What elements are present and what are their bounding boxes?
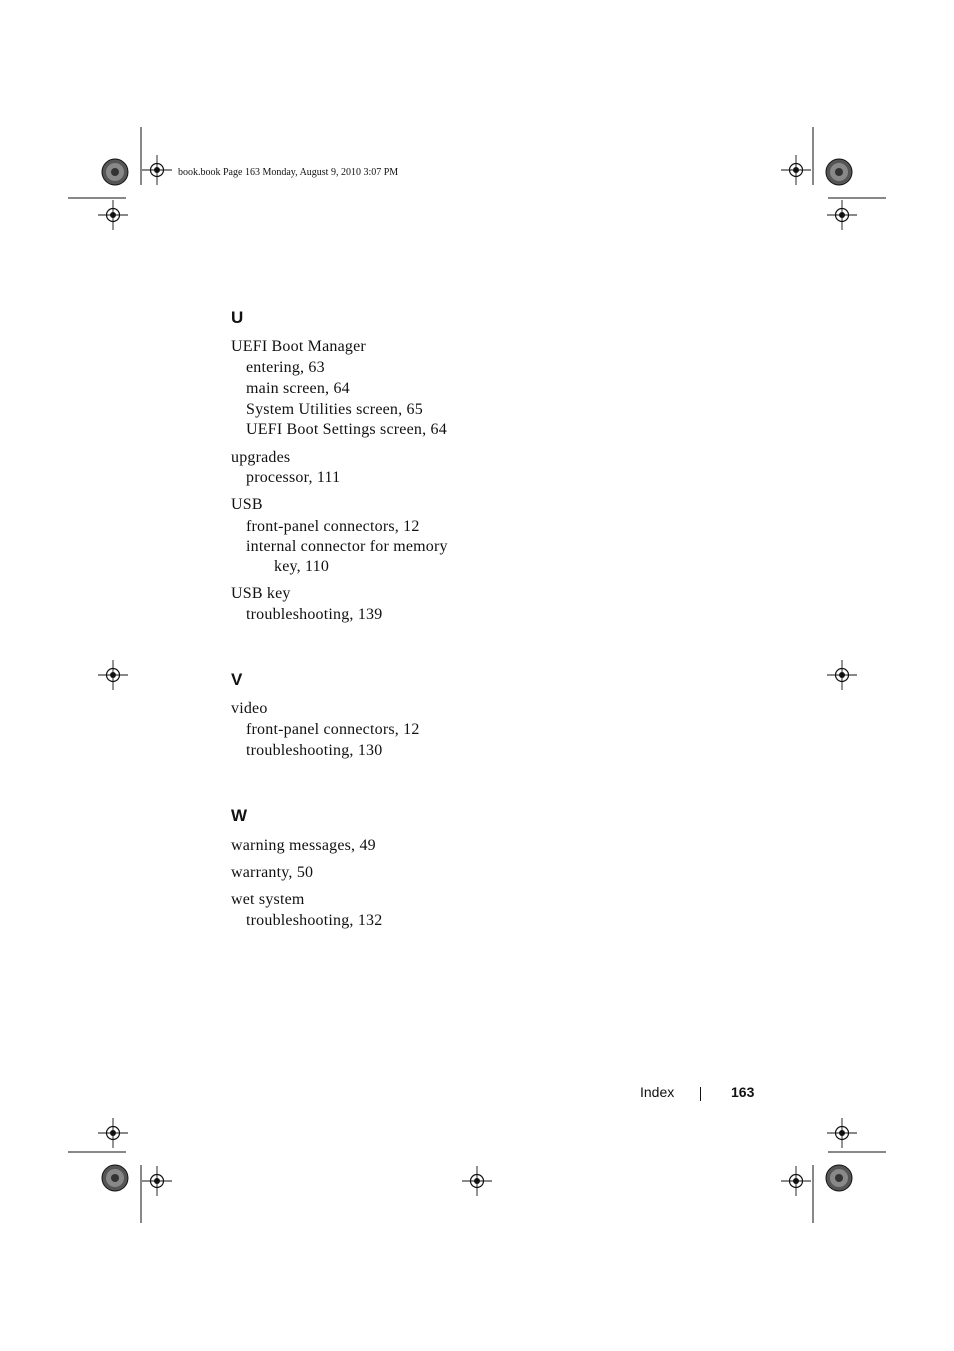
print-slug: book.book Page 163 Monday, August 9, 2010 3:07 PM xyxy=(178,167,399,178)
registration-mark-icon xyxy=(142,1166,172,1196)
index-subterm-continuation: key, 110 xyxy=(274,558,330,575)
registration-mark-icon xyxy=(98,660,128,690)
footer-section-label: Index xyxy=(640,1084,675,1100)
index-subterm: troubleshooting, 130 xyxy=(246,742,383,759)
registration-mark-icon xyxy=(462,1166,492,1196)
registration-mark-icon xyxy=(142,155,172,185)
index-subterm: troubleshooting, 132 xyxy=(246,912,383,929)
starburst-target-icon xyxy=(102,159,128,185)
index-subterm: UEFI Boot Settings screen, 64 xyxy=(246,421,447,438)
section-letter-v: V xyxy=(231,670,243,689)
index-term: USB key xyxy=(231,585,291,602)
index-subterm: front-panel connectors, 12 xyxy=(246,518,420,535)
footer-divider xyxy=(700,1087,701,1101)
index-subterm: internal connector for memory xyxy=(246,538,448,555)
registration-mark-icon xyxy=(827,200,857,230)
starburst-target-icon xyxy=(102,1165,128,1191)
section-letter-w: W xyxy=(231,806,248,825)
registration-mark-icon xyxy=(827,660,857,690)
registration-mark-icon xyxy=(98,1118,128,1148)
index-subterm: main screen, 64 xyxy=(246,380,350,397)
registration-mark-icon xyxy=(781,155,811,185)
index-term: USB xyxy=(231,496,263,513)
starburst-target-icon xyxy=(826,1165,852,1191)
index-subterm: System Utilities screen, 65 xyxy=(246,401,423,418)
index-term: UEFI Boot Manager xyxy=(231,338,366,355)
registration-mark-icon xyxy=(827,1118,857,1148)
page-number: 163 xyxy=(731,1084,755,1100)
section-letter-u: U xyxy=(231,308,244,327)
registration-mark-icon xyxy=(781,1166,811,1196)
index-term: video xyxy=(231,700,268,717)
index-subterm: front-panel connectors, 12 xyxy=(246,721,420,738)
index-subterm: processor, 111 xyxy=(246,469,341,486)
index-term: warning messages, 49 xyxy=(231,837,376,854)
starburst-target-icon xyxy=(826,159,852,185)
index-subterm: entering, 63 xyxy=(246,359,325,376)
index-term: warranty, 50 xyxy=(231,864,314,881)
index-term: wet system xyxy=(231,891,305,908)
index-term: upgrades xyxy=(231,449,291,466)
registration-mark-icon xyxy=(98,200,128,230)
index-subterm: troubleshooting, 139 xyxy=(246,606,383,623)
